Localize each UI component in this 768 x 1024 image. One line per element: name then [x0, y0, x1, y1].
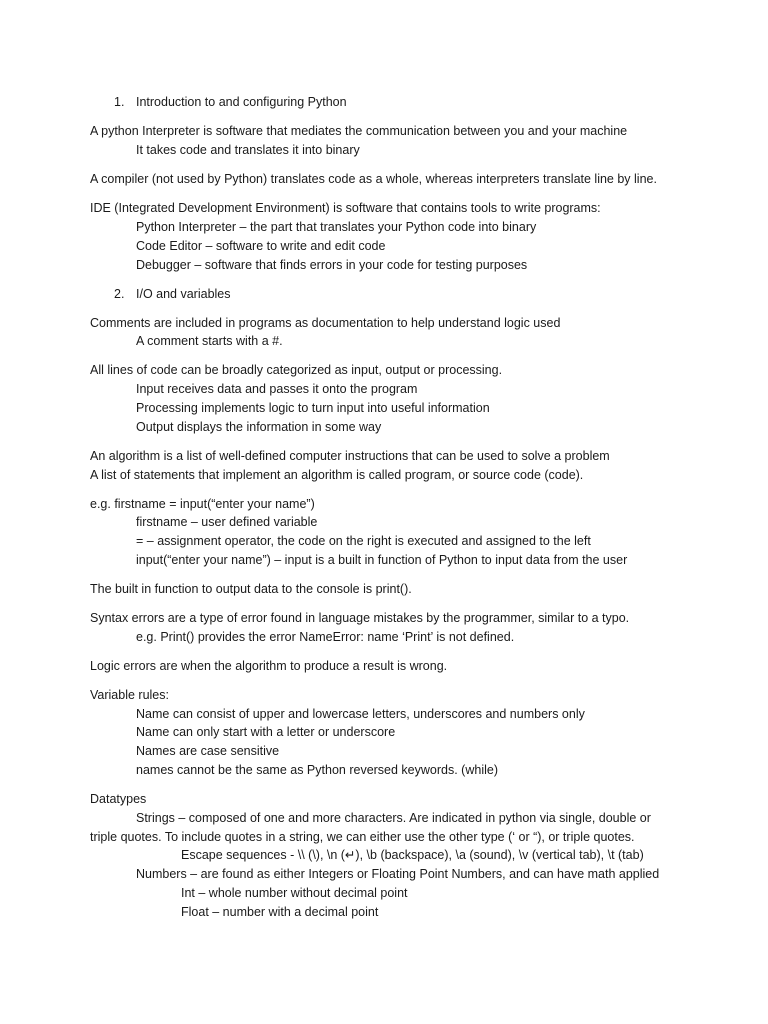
- section-heading-1: [114, 95, 347, 110]
- section-title: Introduction to and configuring Python: [136, 95, 347, 109]
- body-line: Datatypes: [90, 792, 147, 806]
- indented-line: Code Editor – software to write and edit code: [136, 239, 386, 253]
- indented-line: Python Interpreter – the part that translates your Python code into binary: [136, 220, 537, 234]
- double-indented-line: Float – number with a decimal point: [181, 905, 379, 919]
- indented-line: A comment starts with a #.: [136, 334, 283, 348]
- section-heading-2: [114, 287, 231, 302]
- body-line: Comments are included in programs as documentation to help understand logic used: [90, 316, 561, 330]
- indented-line: Strings – composed of one and more characters. Are indicated in python via single, double or: [136, 811, 651, 825]
- body-line: A compiler (not used by Python) translates code as a whole, whereas interpreters translate line by line.: [90, 172, 657, 186]
- body-line: A list of statements that implement an algorithm is called program, or source code (code).: [90, 468, 584, 482]
- indented-line: input(“enter your name”) – input is a built in function of Python to input data from the user: [136, 553, 628, 567]
- body-line: Logic errors are when the algorithm to produce a result is wrong.: [90, 659, 448, 673]
- indented-line: Name can consist of upper and lowercase letters, underscores and numbers only: [136, 707, 585, 721]
- indented-line: names cannot be the same as Python reversed keywords. (while): [136, 763, 498, 777]
- body-line: A python Interpreter is software that mediates the communication between you and your machine: [90, 124, 628, 138]
- indented-line: Numbers – are found as either Integers or Floating Point Numbers, and can have math applied: [136, 867, 660, 881]
- double-indented-line: Int – whole number without decimal point: [181, 886, 408, 900]
- indented-line: firstname – user defined variable: [136, 515, 318, 529]
- section-number: 2.: [114, 287, 125, 301]
- indented-line: = – assignment operator, the code on the right is executed and assigned to the left: [136, 534, 591, 548]
- indented-line: Name can only start with a letter or underscore: [136, 725, 396, 739]
- indented-line: e.g. Print() provides the error NameError: name ‘Print’ is not defined.: [136, 630, 515, 644]
- body-line: Syntax errors are a type of error found in language mistakes by the programmer, similar to a typo.: [90, 611, 630, 625]
- indented-line: Debugger – software that finds errors in your code for testing purposes: [136, 258, 528, 272]
- body-line: Variable rules:: [90, 688, 169, 702]
- indented-line: Output displays the information in some way: [136, 420, 382, 434]
- indented-line: Names are case sensitive: [136, 744, 280, 758]
- indented-line: Input receives data and passes it onto the program: [136, 382, 418, 396]
- body-line: IDE (Integrated Development Environment) is software that contains tools to write programs:: [90, 201, 601, 215]
- body-line: triple quotes. To include quotes in a string, we can either use the other type (‘ or “), or triple quotes.: [90, 830, 635, 844]
- body-line: An algorithm is a list of well-defined computer instructions that can be used to solve a problem: [90, 449, 610, 463]
- body-line: e.g. firstname = input(“enter your name”): [90, 497, 315, 511]
- body-line: All lines of code can be broadly categorized as input, output or processing.: [90, 363, 503, 377]
- body-line: The built in function to output data to the console is print().: [90, 582, 412, 596]
- double-indented-line: Escape sequences - \\ (\), \n (↵), \b (backspace), \a (sound), \v (vertical tab), \t (tab): [181, 848, 644, 862]
- section-number: 1.: [114, 95, 125, 109]
- indented-line: Processing implements logic to turn input into useful information: [136, 401, 490, 415]
- section-title: I/O and variables: [136, 287, 231, 301]
- indented-line: It takes code and translates it into binary: [136, 143, 360, 157]
